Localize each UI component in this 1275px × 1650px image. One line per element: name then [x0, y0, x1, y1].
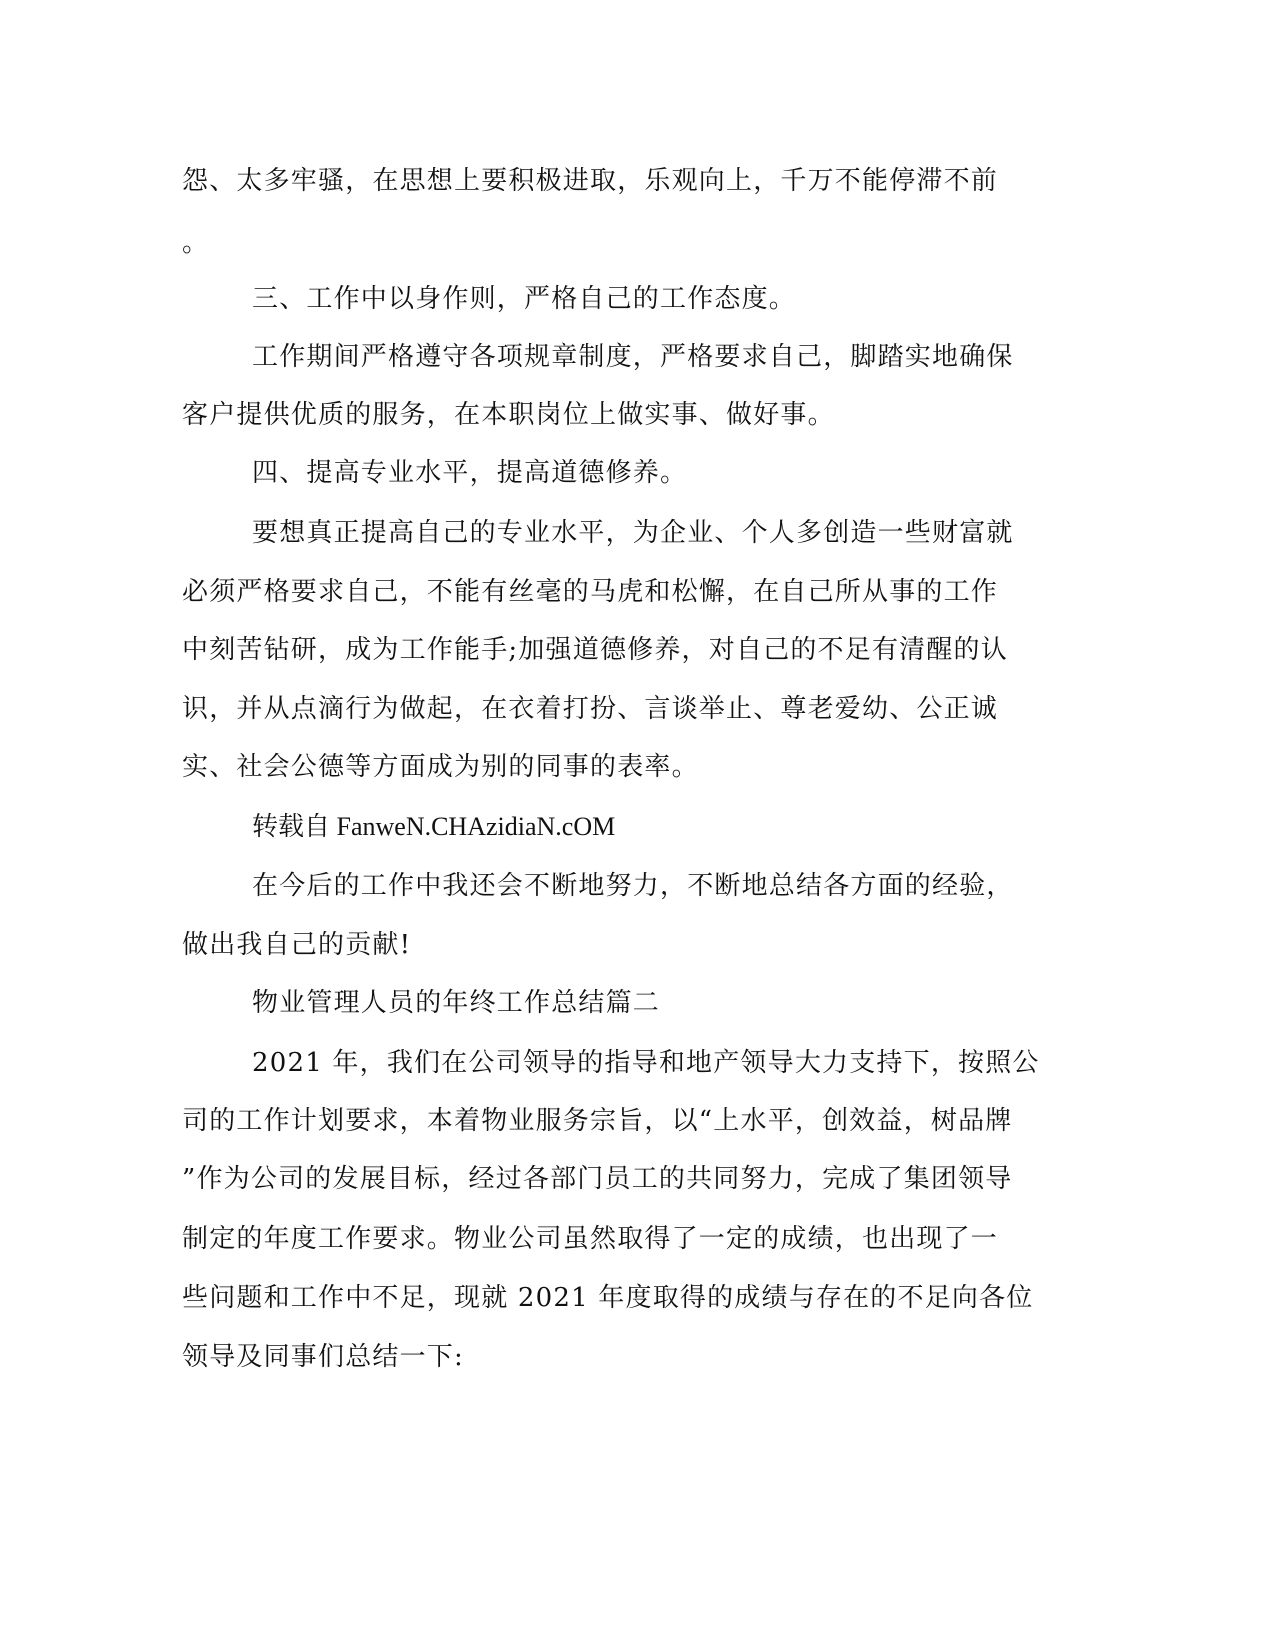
text-line: 2021 年，我们在公司领导的指导和地产领导大力支持下，按照公 — [252, 1048, 1040, 1078]
text-line: 些问题和工作中不足，现就 2021 年度取得的成绩与存在的不足向各位 — [182, 1283, 1034, 1313]
section-heading-4: 四、提高专业水平，提高道德修养。 — [252, 458, 688, 488]
text-line: ”作为公司的发展目标，经过各部门员工的共同努力，完成了集团领导 — [182, 1164, 1013, 1194]
text-line: 。 — [182, 228, 210, 258]
text-line: 领导及同事们总结一下: — [182, 1342, 464, 1372]
text-line: 中刻苦钻研，成为工作能手;加强道德修养，对自己的不足有清醒的认 — [182, 635, 1008, 665]
section-title: 物业管理人员的年终工作总结篇二 — [252, 988, 661, 1018]
text-line: 识，并从点滴行为做起，在衣着打扮、言谈举止、尊老爱幼、公正诚 — [182, 694, 999, 724]
text-line: 必须严格要求自己，不能有丝毫的马虎和松懈，在自己所从事的工作 — [182, 577, 999, 607]
text-line: 实、社会公德等方面成为别的同事的表率。 — [182, 752, 699, 782]
text-line: 司的工作计划要求，本着物业服务宗旨，以“上水平，创效益，树品牌 — [182, 1106, 1013, 1136]
text-line: 客户提供优质的服务，在本职岗位上做实事、做好事。 — [182, 400, 835, 430]
section-heading-3: 三、工作中以身作则，严格自己的工作态度。 — [252, 284, 797, 314]
source-note: 转载自 FanweN.CHAzidiaN.cOM — [252, 812, 616, 841]
text-line: 工作期间严格遵守各项规章制度，严格要求自己，脚踏实地确保 — [252, 342, 1014, 372]
text-line: 在今后的工作中我还会不断地努力，不断地总结各方面的经验， — [252, 871, 1014, 901]
text-line: 制定的年度工作要求。物业公司虽然取得了一定的成绩，也出现了一 — [182, 1224, 999, 1254]
text-line: 要想真正提高自己的专业水平，为企业、个人多创造一些财富就 — [252, 518, 1014, 548]
text-line: 怨、太多牢骚，在思想上要积极进取，乐观向上，千万不能停滞不前 — [182, 166, 999, 196]
text-line: 做出我自己的贡献! — [182, 930, 412, 960]
